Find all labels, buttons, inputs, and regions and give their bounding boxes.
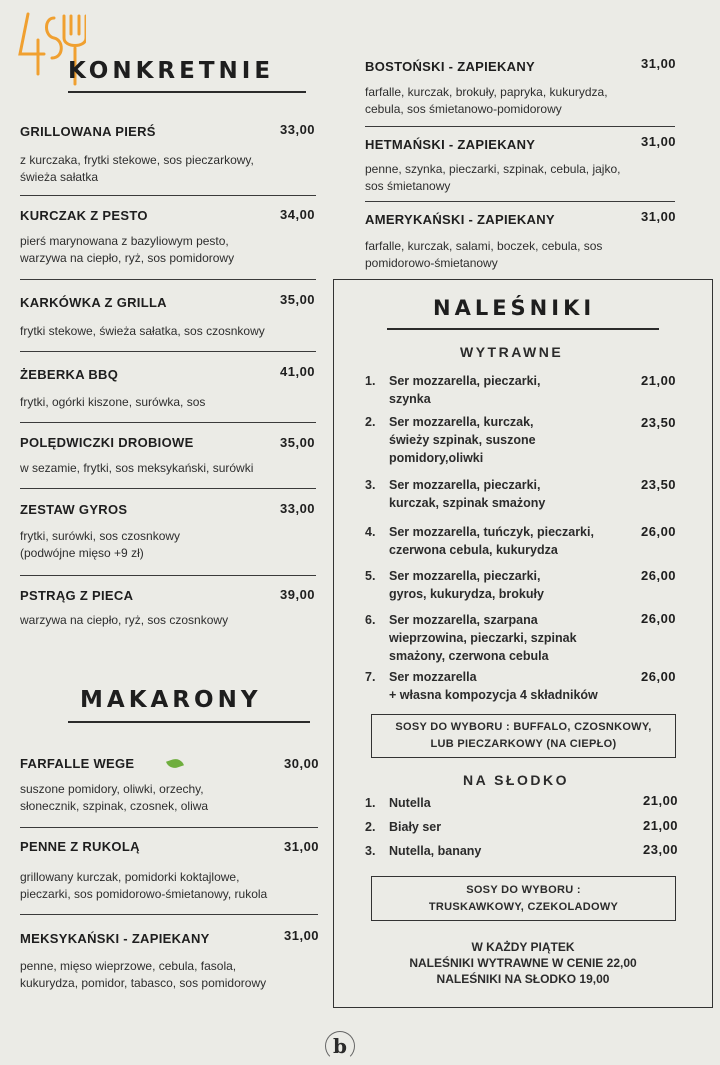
list-item-price: 21,00 (643, 818, 679, 833)
list-item-line: świeży szpinak, suszone (389, 433, 536, 447)
divider (20, 914, 318, 915)
menu-item-name: PENNE Z RUKOLĄ (20, 839, 140, 854)
menu-item-desc: penne, mięso wieprzowe, cebula, fasola, (20, 959, 237, 973)
divider (365, 201, 675, 202)
menu-item-price: 41,00 (280, 364, 316, 379)
list-item-price: 21,00 (641, 373, 677, 388)
divider (20, 279, 316, 280)
list-item-line: gyros, kukurydza, brokuły (389, 587, 544, 601)
list-item-price: 26,00 (641, 611, 677, 626)
menu-item-desc: słonecznik, szpinak, czosnek, oliwa (20, 799, 209, 813)
list-item-line: Ser mozzarella, pieczarki, (389, 478, 541, 492)
list-item-number: 6. (365, 613, 376, 627)
list-item-line: Ser mozzarella, pieczarki, (389, 374, 541, 388)
divider (20, 422, 316, 423)
list-item-line: Ser mozzarella, szarpana (389, 613, 538, 627)
promo-line: NALEŚNIKI WYTRAWNE W CENIE 22,00 (409, 956, 637, 970)
menu-item-desc: pierś marynowana z bazyliowym pesto, (20, 234, 229, 248)
list-item-line: smażony, czerwona cebula (389, 649, 549, 663)
menu-item-name: PSTRĄG Z PIECA (20, 588, 134, 603)
menu-item-desc: farfalle, kurczak, brokuły, papryka, kukurydza, (365, 85, 608, 99)
menu-item-desc: grillowany kurczak, pomidorki koktajlowe, (20, 870, 240, 884)
sauce-note-line: TRUSKAWKOWY, CZEKOLADOWY (428, 900, 619, 913)
list-item-line: Ser mozzarella, kurczak, (389, 415, 534, 429)
menu-item-name: MEKSYKAŃSKI - ZAPIEKANY (20, 931, 210, 946)
menu-item-desc: pieczarki, sos pomidorowo-śmietanowy, rukola (20, 887, 268, 901)
list-item-number: 7. (365, 670, 376, 684)
list-item-number: 1. (365, 374, 376, 388)
sauce-note-line: SOSY DO WYBORU : BUFFALO, CZOSNKOWY, (395, 721, 652, 733)
divider (365, 126, 675, 127)
menu-item-desc: warzywa na ciepło, ryż, sos czosnkowy (20, 613, 229, 627)
list-item-line: kurczak, szpinak smażony (389, 496, 546, 510)
list-item-number: 2. (365, 820, 376, 834)
menu-item-desc: z kurczaka, frytki stekowe, sos pieczarkowy, (20, 153, 254, 167)
promo-line: NALEŚNIKI NA SŁODKO 19,00 (436, 972, 610, 986)
menu-item-price: 31,00 (284, 839, 320, 854)
list-item-line: Ser mozzarella, pieczarki, (389, 569, 541, 583)
menu-item-price: 35,00 (280, 292, 316, 307)
list-item-line: czerwona cebula, kukurydza (389, 543, 558, 557)
friday-promo (350, 939, 696, 987)
menu-item-price: 34,00 (280, 207, 316, 222)
divider (20, 488, 316, 489)
menu-item-price: 30,00 (284, 756, 320, 771)
list-item-line: pomidory,oliwki (389, 451, 484, 465)
list-item-price: 26,00 (641, 568, 677, 583)
menu-item-desc: pomidorowo-śmietanowy (365, 256, 498, 270)
menu-item-desc: świeża sałatka (20, 170, 99, 184)
menu-item-desc: sos śmietanowy (365, 179, 451, 193)
page-mark-letter: b (333, 1034, 347, 1058)
menu-item-name: ŻEBERKA BBQ (20, 367, 119, 382)
list-item-line: wieprzowina, pieczarki, szpinak (389, 631, 577, 645)
menu-item-price: 31,00 (641, 56, 677, 71)
list-item-line: + własna kompozycja 4 składników (389, 688, 598, 702)
section-title-nalesniki: NALEŚNIKI (433, 296, 596, 320)
section-title-konkretnie: KONKRETNIE (68, 58, 275, 84)
list-item-number: 4. (365, 525, 376, 539)
menu-item-price: 35,00 (280, 435, 316, 450)
menu-item-name: KARKÓWKA Z GRILLA (20, 295, 167, 310)
leaf-icon (166, 757, 184, 771)
menu-item-desc: frytki, ogórki kiszone, surówka, sos (20, 395, 206, 409)
menu-item-desc: frytki, surówki, sos czosnkowy (20, 529, 181, 543)
section-title-underline (68, 91, 306, 93)
section-title-makarony: MAKARONY (80, 687, 262, 713)
menu-item-price: 33,00 (280, 501, 316, 516)
subsection-title-na-slodko: NA SŁODKO (463, 772, 569, 788)
list-item-price: 26,00 (641, 524, 677, 539)
list-item-line: Ser mozzarella, tuńczyk, pieczarki, (389, 525, 594, 539)
menu-item-name: BOSTOŃSKI - ZAPIEKANY (365, 59, 536, 74)
list-item-number: 1. (365, 796, 376, 810)
divider (20, 575, 316, 576)
menu-item-desc: frytki stekowe, świeża sałatka, sos czosnkowy (20, 324, 265, 338)
list-item-number: 3. (365, 478, 376, 492)
list-item-line: szynka (389, 392, 431, 406)
sauce-note-line: LUB PIECZARKOWY (NA CIEPŁO) (430, 738, 617, 750)
list-item-name: Nutella, banany (389, 844, 482, 858)
menu-item-name: ZESTAW GYROS (20, 502, 128, 517)
list-item-price: 23,50 (641, 477, 677, 492)
list-item-number: 2. (365, 415, 376, 429)
sauce-note-line: SOSY DO WYBORU : (466, 883, 581, 896)
menu-item-desc: penne, szynka, pieczarki, szpinak, cebula, jajko, (365, 162, 621, 176)
menu-item-desc: (podwójne mięso +9 zł) (20, 546, 144, 560)
sauce-note-wytrawne (371, 714, 676, 758)
list-item-number: 5. (365, 569, 376, 583)
menu-item-desc: warzywa na ciepło, ryż, sos pomidorowy (20, 251, 235, 265)
list-item-price: 21,00 (643, 793, 679, 808)
divider (20, 827, 318, 828)
subsection-title-wytrawne: WYTRAWNE (460, 344, 564, 360)
menu-item-price: 39,00 (280, 587, 316, 602)
list-item-number: 3. (365, 844, 376, 858)
list-item-price: 26,00 (641, 669, 677, 684)
divider (20, 351, 316, 352)
menu-item-name: AMERYKAŃSKI - ZAPIEKANY (365, 212, 555, 227)
menu-item-name: HETMAŃSKI - ZAPIEKANY (365, 137, 536, 152)
section-title-underline (68, 721, 310, 723)
menu-item-desc: cebula, sos śmietanowo-pomidorowy (365, 102, 562, 116)
sauce-note-na-slodko (371, 876, 676, 921)
menu-item-desc: farfalle, kurczak, salami, boczek, cebula, sos (365, 239, 603, 253)
divider (20, 195, 316, 196)
menu-item-price: 33,00 (280, 122, 316, 137)
list-item-name: Biały ser (389, 820, 442, 834)
menu-item-desc: suszone pomidory, oliwki, orzechy, (20, 782, 204, 796)
menu-item-name: FARFALLE WEGE (20, 756, 135, 771)
promo-line: W KAŻDY PIĄTEK (471, 940, 575, 954)
page-mark-icon (325, 1031, 355, 1061)
menu-item-price: 31,00 (641, 134, 677, 149)
section-title-underline (387, 328, 659, 330)
menu-item-desc: w sezamie, frytki, sos meksykański, surówki (20, 461, 254, 475)
list-item-price: 23,00 (643, 842, 679, 857)
list-item-line: Ser mozzarella (389, 670, 477, 684)
list-item-name: Nutella (389, 796, 431, 810)
menu-item-price: 31,00 (284, 928, 320, 943)
list-item-price: 23,50 (641, 415, 677, 430)
menu-item-desc: kukurydza, pomidor, tabasco, sos pomidorowy (20, 976, 267, 990)
menu-item-price: 31,00 (641, 209, 677, 224)
menu-item-name: GRILLOWANA PIERŚ (20, 124, 156, 139)
menu-item-name: POLĘDWICZKI DROBIOWE (20, 435, 194, 450)
menu-item-name: KURCZAK Z PESTO (20, 208, 148, 223)
